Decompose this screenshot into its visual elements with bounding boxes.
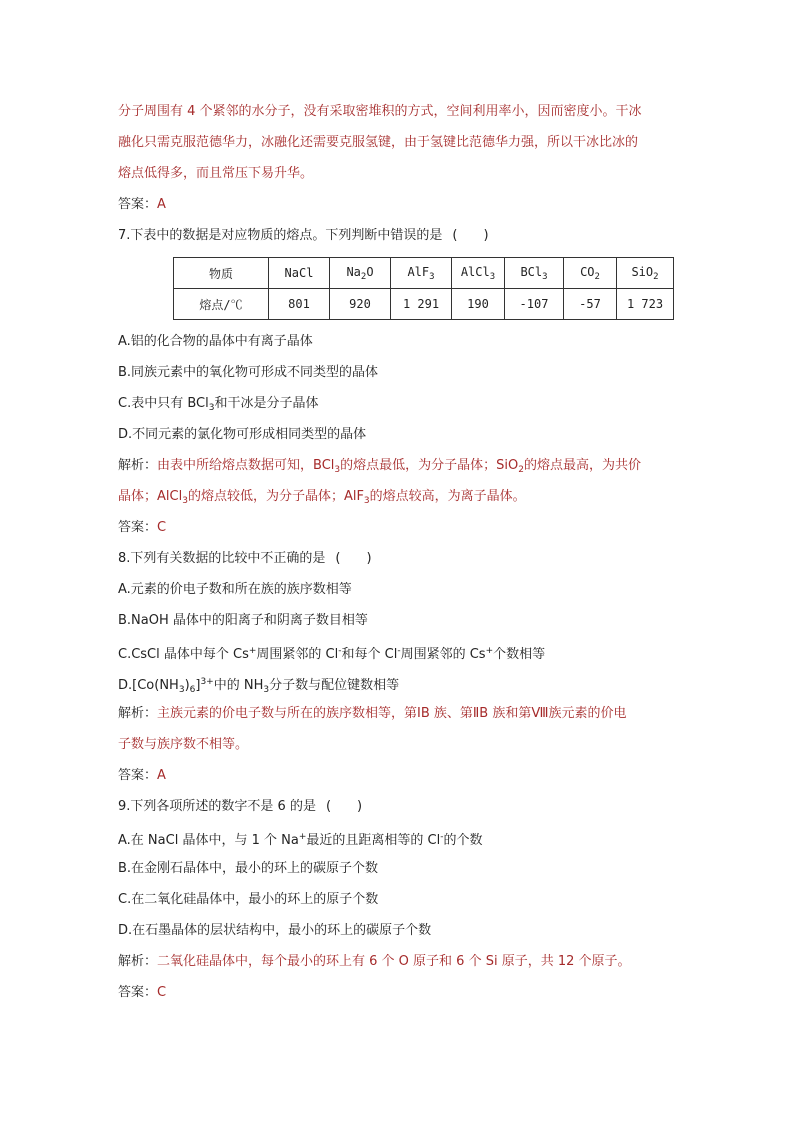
analysis-label: 解析：: [118, 458, 158, 473]
table-cell: SiO$_2$: [617, 258, 674, 289]
answer-value: C: [157, 985, 167, 1000]
table-cell: NaCl: [269, 258, 330, 289]
table-row: [174, 258, 674, 289]
answer-label: 答案：: [118, 520, 158, 535]
option-d: D.不同元素的氯化物可形成相同类型的晶体: [118, 427, 367, 442]
table-cell: BCl$_3$: [505, 258, 564, 289]
table-cell: 801: [269, 289, 330, 320]
answer-value: A: [157, 768, 166, 783]
analysis-label: 解析：: [118, 706, 158, 721]
table-cell: AlF$_3$: [391, 258, 452, 289]
option-b: B.在金刚石晶体中，最小的环上的碳原子个数: [118, 861, 379, 876]
option-a: A.在 NaCl 晶体中，与 1 个 Na+最近的且距离相等的 Cl-的个数: [118, 832, 483, 848]
answer-value: A: [157, 197, 166, 212]
analysis-text: 二氧化硅晶体中，每个最小的环上有 6 个 O 原子和 6 个 Si 原子，共 12 个原子。: [157, 954, 631, 969]
analysis-line: [118, 698, 688, 729]
option-a: A.元素的价电子数和所在族的族序数相等: [118, 582, 352, 597]
question-9-stem: [118, 791, 688, 822]
analysis-text: 主族元素的价电子数与所在的族序数相等，第ⅠB 族、第ⅡB 族和第Ⅷ族元素的价电: [157, 706, 627, 721]
analysis-line: 子数与族序数不相等。: [118, 737, 249, 752]
table-header-cell: 熔点/℃: [174, 289, 269, 320]
analysis-line: [118, 450, 688, 481]
answer-line: [118, 512, 688, 543]
table-cell: 920: [330, 289, 391, 320]
table-row: [174, 289, 674, 320]
option-d: D.在石墨晶体的层状结构中，最小的环上的碳原子个数: [118, 923, 432, 938]
answer-paren: ( ): [325, 799, 363, 814]
question-text: 7.下表中的数据是对应物质的熔点。下列判断中错误的是: [118, 228, 443, 243]
table-header-cell: 物质: [174, 258, 269, 289]
question-text: 9.下列各项所述的数字不是 6 的是: [118, 799, 316, 814]
option-c: C.表中只有 BCl$_3$和干冰是分子晶体: [118, 396, 319, 413]
option-a: A.铝的化合物的晶体中有离子晶体: [118, 334, 313, 349]
table-cell: $CO_2$: [564, 258, 617, 289]
answer-line: [118, 189, 688, 220]
table-cell: AlCl$_3$: [452, 258, 505, 289]
question-8-stem: [118, 543, 688, 574]
table-cell: 190: [452, 289, 505, 320]
answer-label: 答案：: [118, 768, 158, 783]
document-page: [118, 96, 688, 1008]
table-cell: $Na_2O$: [330, 258, 391, 289]
answer-paren: ( ): [452, 228, 489, 243]
answer-line: [118, 760, 688, 791]
answer-value: C: [157, 520, 167, 535]
intro-line: 分子周围有 4 个紧邻的水分子，没有采取密堆积的方式，空间利用率小，因而密度小。干冰: [118, 104, 642, 119]
table-cell: 1 291: [391, 289, 452, 320]
answer-label: 答案：: [118, 197, 158, 212]
intro-line: 熔点低得多，而且常压下易升华。: [118, 166, 314, 181]
option-b: B.同族元素中的氧化物可形成不同类型的晶体: [118, 365, 379, 380]
question-text: 8.下列有关数据的比较中不正确的是: [118, 551, 326, 566]
answer-label: 答案：: [118, 985, 158, 1000]
table-cell: 1 723: [617, 289, 674, 320]
analysis-line: 晶体；AlCl$_3$的熔点较低，为分子晶体；AlF$_3$的熔点较高，为离子晶体。: [118, 489, 526, 506]
option-c: C.CsCl 晶体中每个 Cs+周围紧邻的 Cl-和每个 Cl-周围紧邻的 Cs+个数相等: [118, 646, 546, 662]
answer-paren: ( ): [335, 551, 372, 566]
option-b: B.NaOH 晶体中的阳离子和阴离子数目相等: [118, 613, 368, 628]
option-d: $D.[Co(NH_3)_6]^{3+}$中的 $NH_3$分子数与配位键数相等: [118, 677, 400, 695]
intro-line: 融化只需克服范德华力，冰融化还需要克服氢键，由于氢键比范德华力强，所以干冰比冰的: [118, 135, 639, 150]
answer-line: [118, 977, 688, 1008]
table-cell: -57: [564, 289, 617, 320]
table-cell: -107: [505, 289, 564, 320]
question-7-stem: [118, 220, 688, 251]
analysis-line: [118, 946, 688, 977]
melting-point-table: [173, 257, 674, 320]
option-c: C.在二氧化硅晶体中，最小的环上的原子个数: [118, 892, 379, 907]
analysis-label: 解析：: [118, 954, 158, 969]
analysis-text: 由表中所给熔点数据可知，BCl$_3$的熔点最低，为分子晶体；SiO$_2$的熔点最高，为共价: [157, 458, 641, 475]
